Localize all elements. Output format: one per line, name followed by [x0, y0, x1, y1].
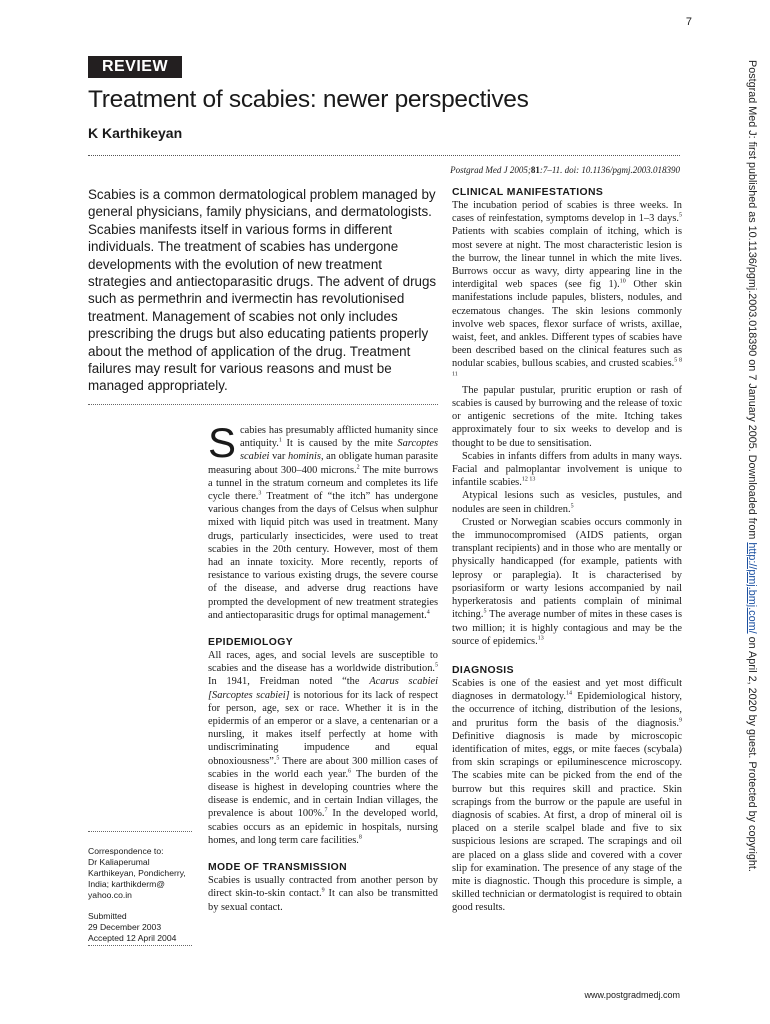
- vertical-copyright-notice: Postgrad Med J: first published as 10.1136/pgmj.2003.018390 on 7 January 2005. Downloaded from http://pmj.bmj.com/ on April 2, 2020 by guest. Protected by copyright.: [746, 60, 758, 872]
- section-badge: REVIEW: [88, 56, 182, 78]
- heading-clinical: CLINICAL MANIFESTATIONS: [452, 187, 604, 198]
- diagnosis-paragraph: Scabies is one of the easiest and yet most difficult diagnoses in dermatology.$^{14}$ Epidemiological history, the occurrence of itching, distribution of the lesions, and pruritus form the basis of the diagnosis.$^9$ Definitive diagnosis is made by microscopic identification of mites, eggs, or mite faeces (scybala) from skin scrapings or epiluminescence microscopy. The scabies mite can be picked from the end of the burrow but this requires skill and practice. Skin scrapings from the burrow or the papule are useful in diagnosis of scabies. At first, a drop of mineral oil is placed on a sterile scalpel blade and five to six suspicious lesions are scraped. The scrapings and oil are placed on a glass slide and covered with a cover slip for examination. The presence of any stage of the mite is diagnostic. Though this procedure is simple, a skilled technician or dermatologist is required to obtain good results.: [452, 677, 682, 914]
- sidebar-divider-top: [88, 831, 192, 832]
- citation-journal: Postgrad Med J: [450, 165, 508, 175]
- epidemiology-paragraph: All races, ages, and social levels are susceptible to scabies and the disease has a worldwide distribution.$^5$ In 1941, Freidman noted “the Acarus scabiei [Sarcoptes scabiei] is notorious for its lack of respect for person, age, sex or race. Whether it is in the epidermis of an emperor or a slave, a centenarian or a nursling, it makes itself perfectly at home with undiscriminating impudence and equal obnoxiousness”.$^5$ There are about 300 million cases of scabies in the world each year.$^6$ The burden of the disease is highest in developing countries where the disease is endemic, and in certain Indian villages, the prevalence is about 100%.$^7$ In the developed world, scabies occurs as an epidemic in hospitals, nursing homes, and long term care facilities.$^8$: [208, 650, 439, 846]
- heading-diagnosis: DIAGNOSIS: [452, 664, 514, 676]
- header-divider: [88, 155, 680, 156]
- correspondence-block: Correspondence to: Dr Kaliaperumal Karthikeyan, Pondicherry, India; karthikderm@ yahoo.co.in Submitted 29 December 2003 Accepted 12 April 2004: [88, 846, 186, 943]
- citation-volume: 81: [530, 165, 540, 175]
- footer-url: www.postgradmedj.com: [584, 990, 680, 1000]
- sidebar-divider-bottom: [88, 945, 192, 946]
- abstract-divider: [88, 404, 438, 405]
- clinical-paragraph-2: The papular pustular, pruritic eruption or rash of scabies is caused by burrowing and the release of toxic or antigenic secretions of the mite. Itching takes approximately four to six weeks to develop and is thought to be due to sensitisation.: [452, 384, 682, 449]
- heading-transmission: MODE OF TRANSMISSION: [208, 862, 348, 874]
- article-author: K Karthikeyan: [88, 125, 183, 141]
- citation-rest: :7–11. doi: 10.1136/pgmj.2003.018390: [539, 165, 680, 175]
- clinical-paragraph-5: Crusted or Norwegian scabies occurs commonly in the immunocompromised (AIDS patients, organ transplant recipients) and in those who are mentally or physically handicapped (for example, patients with leprosy or paraplegia). It is characterised by psoriasiform or warty lesions accompanied by nail hyperkeratosis and patients complain of minimal itching.$^5$ The average number of mites in these cases is two million; it is highly contagious and may be the source of epidemics.$^{13}$: [452, 516, 682, 647]
- abstract: Scabies is a common dermatological problem managed by general physicians, family physicians, and dermatologists. Scabies manifests itself in various forms in different individuals. The treatment of scabies has undergone developments with the evolution of new treatment strategies and antiectoparasitic drugs. The advent of drugs such as permethrin and ivermectin has revolutionised treatment. Management of scabies not only includes prescribing the drugs but also educating patients properly about the method of application of the drug. Treatment failures may result for various reasons and must be managed appropriately.: [88, 187, 437, 394]
- page-number: 7: [685, 16, 692, 28]
- journal-link[interactable]: http://pmj.bmj.com/: [746, 542, 758, 634]
- article-title: Treatment of scabies: newer perspectives: [88, 86, 529, 113]
- heading-epidemiology: EPIDEMIOLOGY: [208, 637, 294, 649]
- right-column: [452, 186, 682, 915]
- citation-year: 2005;: [509, 165, 531, 175]
- clinical-paragraph-3: Scabies in infants differs from adults in many ways. Facial and palmoplantar involvement is unique to infantile scabies.$^{12 13}$: [452, 450, 682, 489]
- citation: [450, 165, 680, 175]
- clinical-paragraph-4: Atypical lesions such as vesicles, pustules, and nodules are seen in children.$^5$: [452, 490, 682, 515]
- intro-paragraph: Scabies has presumably afflicted humanity since antiquity.$^1$ It is caused by the mite Sarcoptes scabiei var hominis, an obligate human parasite measuring about 300–400 microns.$^2$ The mite burrows a tunnel in the stratum corneum and completes its life cycle there.$^3$ Treatment of “the itch” has undergone various changes from the days of Celsus when sulphur mixed with liquid pitch was used in treatment. Many drugs, particularly insecticides, were used to treat scabies in the 20th century. However, most of them had an innate toxicity. More recently, reports of resistance to various existing drugs, the severe course of the disease, and adverse drug reactions have prompted the development of new treatment strategies and antiectoparasitic drugs for optimal management.$^4$: [208, 419, 438, 621]
- clinical-paragraph-1: The incubation period of scabies is three weeks. In cases of reinfestation, symptoms develop in 1–3 days.$^5$ Patients with scabies complain of itching, which is most severe at night. The most characteristic lesion is the burrow, the linear tunnel in which the mite lives. Burrows occur as wavy, dirty appearing line in the interdigital web spaces (see fig 1).$^{10}$ Other skin manifestations include papules, blisters, nodules, and eczematous changes. The skin lesions commonly involve web spaces, flexor surface of wrists, axillae, waist, feet, and ankles. Different types of scabies have been described based on the clinical features such as nodular scabies, bullous scabies, and crusted scabies.$^{5 8 11}$: [452, 200, 682, 378]
- transmission-paragraph: Scabies is usually contracted from another person by direct skin-to-skin contact.$^9$ It can also be transmitted by sexual contact.: [208, 875, 438, 913]
- intro-column: [208, 419, 439, 914]
- drop-cap: S: [208, 419, 237, 466]
